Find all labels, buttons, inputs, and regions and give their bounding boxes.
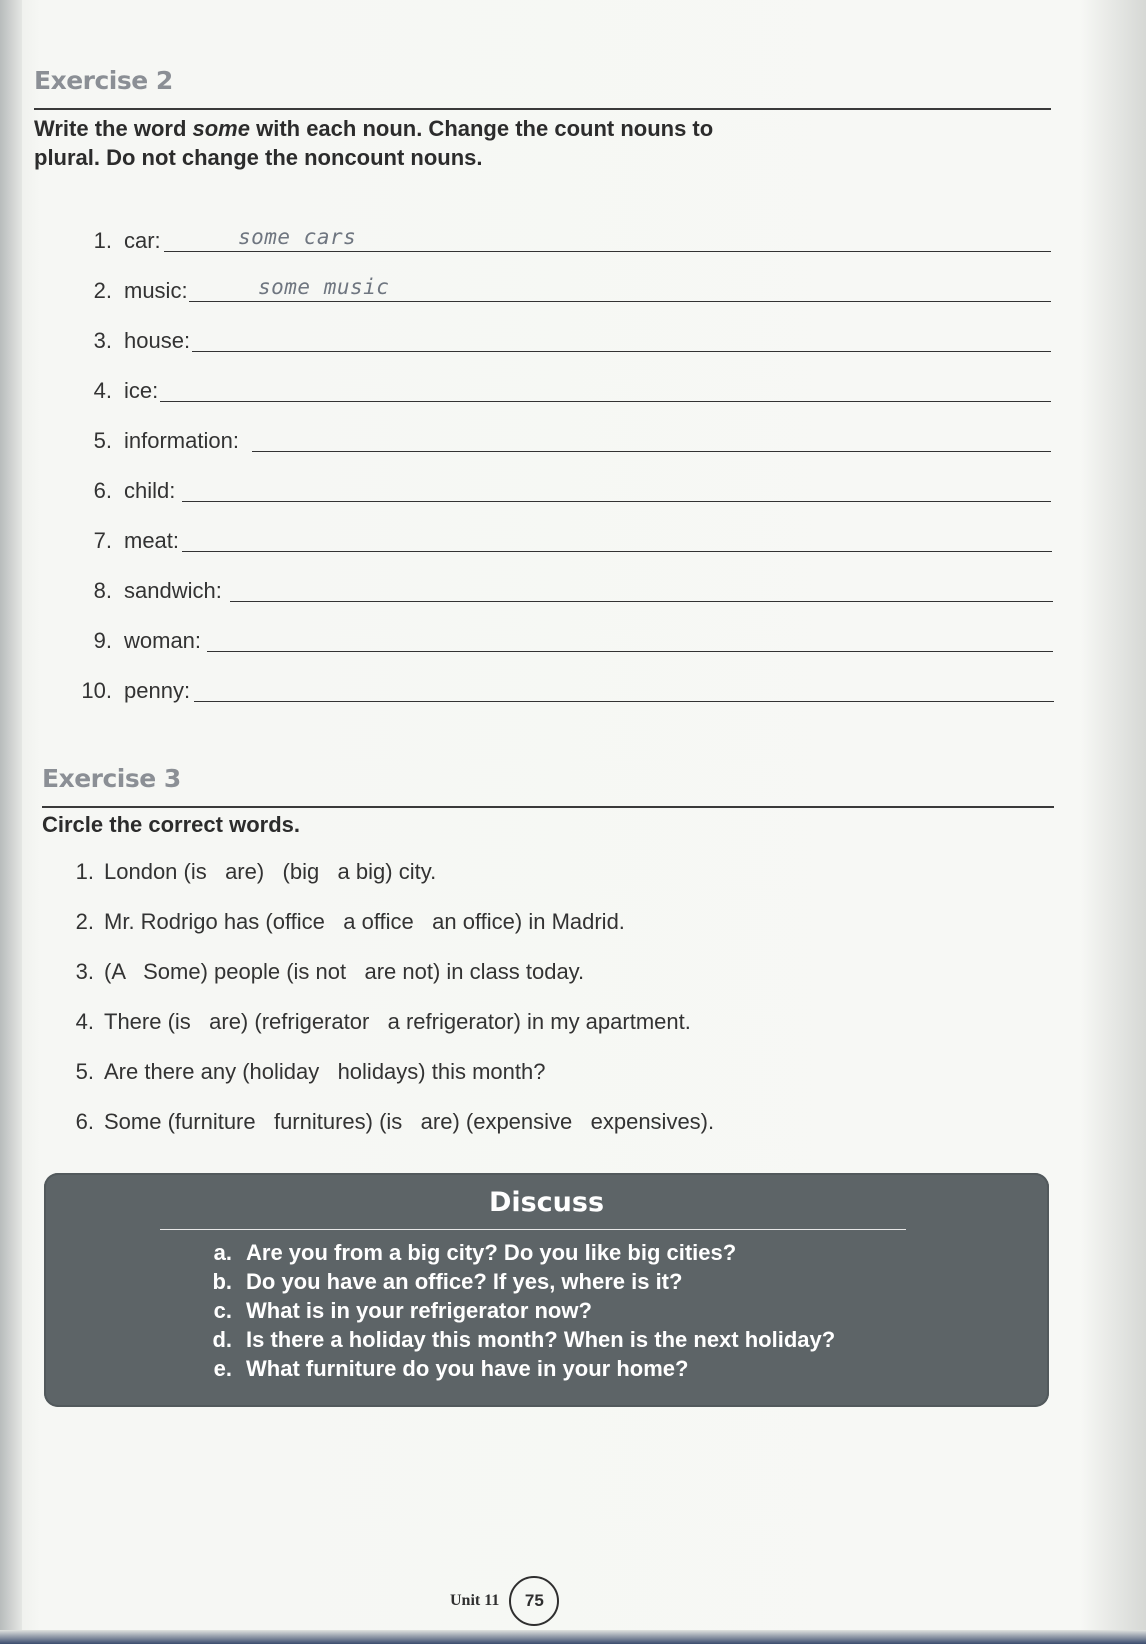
- question-letter: d.: [212, 1327, 232, 1352]
- item-label: car:: [124, 228, 161, 253]
- instruction-line1-post: with each noun. Change the count nouns to: [249, 116, 714, 141]
- question-letter: c.: [213, 1298, 232, 1323]
- item-text: Are there any (holiday holidays) this month?: [104, 1059, 546, 1084]
- scan-edge: [0, 1630, 1146, 1644]
- discuss-rule: [160, 1229, 906, 1230]
- exercise-2-item: [78, 520, 179, 554]
- item-number: 2.: [75, 909, 94, 934]
- item-number: 1.: [93, 228, 112, 253]
- item-label: meat:: [124, 528, 180, 553]
- item-number: 4.: [93, 378, 112, 403]
- answer-line[interactable]: [252, 451, 1051, 452]
- item-label: sandwich:: [124, 578, 222, 603]
- item-number: 3.: [75, 959, 94, 984]
- discuss-box: [44, 1173, 1049, 1407]
- item-number: 6.: [75, 1109, 94, 1134]
- question-text: Do you have an office? If yes, where is it?: [246, 1269, 683, 1294]
- instruction-emphasis: some: [192, 116, 250, 141]
- item-number: 6.: [93, 478, 112, 503]
- discuss-question: [206, 1238, 736, 1267]
- exercise-3-item[interactable]: [70, 959, 584, 985]
- item-text: (A Some) people (is not are not) in class today.: [104, 959, 585, 984]
- discuss-title: Discuss: [488, 1187, 605, 1218]
- discuss-question: [206, 1296, 592, 1325]
- exercise-3-title: Exercise 3: [42, 764, 181, 793]
- instruction-line1-pre: Write the word: [34, 116, 193, 141]
- question-text: What furniture do you have in your home?: [246, 1356, 689, 1381]
- item-number: 9.: [93, 628, 112, 653]
- exercise-2-item: [78, 570, 222, 604]
- question-letter: e.: [213, 1356, 232, 1381]
- item-number: 5.: [75, 1059, 94, 1084]
- exercise-2-item: [78, 220, 161, 254]
- item-label: house:: [124, 328, 191, 353]
- exercise-2-item: [78, 420, 239, 454]
- exercise-2-item: [78, 470, 175, 504]
- item-text: Mr. Rodrigo has (office a office an office) in Madrid.: [104, 909, 625, 934]
- exercise-2-instruction: [34, 114, 713, 172]
- exercise-2-item: [78, 320, 190, 354]
- question-letter: b.: [212, 1269, 232, 1294]
- answer-line[interactable]: [164, 251, 1051, 252]
- item-label: child:: [124, 478, 176, 503]
- answer-line[interactable]: [207, 651, 1053, 652]
- item-number: 5.: [93, 428, 112, 453]
- exercise-2-rule: [34, 108, 1051, 110]
- item-number: 8.: [93, 578, 112, 603]
- exercise-2-item: [78, 670, 190, 704]
- item-text: Some (furniture furnitures) (is are) (expensive expensives).: [104, 1109, 715, 1134]
- discuss-question: [206, 1267, 682, 1296]
- answer-line[interactable]: [192, 351, 1051, 352]
- answer-line[interactable]: [182, 501, 1051, 502]
- exercise-2-title: Exercise 2: [34, 66, 173, 95]
- page-number: 75: [509, 1576, 559, 1626]
- answer-line[interactable]: [160, 401, 1051, 402]
- exercise-3-instruction: Circle the correct words.: [42, 812, 300, 837]
- exercise-2-item: [78, 620, 201, 654]
- unit-label: Unit 11: [450, 1592, 500, 1609]
- page-footer: [450, 1576, 559, 1626]
- question-text: Are you from a big city? Do you like big cities?: [246, 1240, 737, 1265]
- item-number: 7.: [93, 528, 112, 553]
- answer-line[interactable]: [230, 601, 1053, 602]
- answer-line[interactable]: [182, 551, 1052, 552]
- item-label: ice:: [124, 378, 159, 403]
- exercise-3-item[interactable]: [70, 1009, 691, 1035]
- item-text: London (is are) (big a big) city.: [104, 859, 437, 884]
- item-number: 3.: [93, 328, 112, 353]
- handwritten-answer: some music: [258, 275, 390, 299]
- item-number: 4.: [75, 1009, 94, 1034]
- item-text: There (is are) (refrigerator a refrigerator) in my apartment.: [104, 1009, 691, 1034]
- exercise-3-item[interactable]: [70, 1109, 714, 1135]
- answer-line[interactable]: [189, 301, 1051, 302]
- discuss-question: [206, 1325, 835, 1354]
- exercise-3-item[interactable]: [70, 859, 436, 885]
- exercise-3-rule: [42, 806, 1054, 808]
- exercise-2-item: [78, 370, 158, 404]
- item-label: music:: [124, 278, 188, 303]
- item-number: 1.: [75, 859, 94, 884]
- item-label: woman:: [124, 628, 202, 653]
- answer-line[interactable]: [194, 701, 1054, 702]
- instruction-line2: plural. Do not change the noncount nouns.: [34, 145, 483, 170]
- item-number: 2.: [93, 278, 112, 303]
- item-number: 10.: [81, 678, 112, 703]
- item-label: penny:: [124, 678, 191, 703]
- exercise-3-item[interactable]: [70, 1059, 545, 1085]
- handwritten-answer: some cars: [238, 225, 357, 249]
- question-text: Is there a holiday this month? When is the next holiday?: [246, 1327, 836, 1352]
- question-letter: a.: [213, 1240, 232, 1265]
- discuss-question: [206, 1354, 688, 1383]
- book-spine-shadow: [0, 0, 22, 1644]
- question-text: What is in your refrigerator now?: [246, 1298, 592, 1323]
- exercise-3-item[interactable]: [70, 909, 625, 935]
- item-label: information:: [124, 428, 239, 453]
- exercise-2-item: [78, 270, 188, 304]
